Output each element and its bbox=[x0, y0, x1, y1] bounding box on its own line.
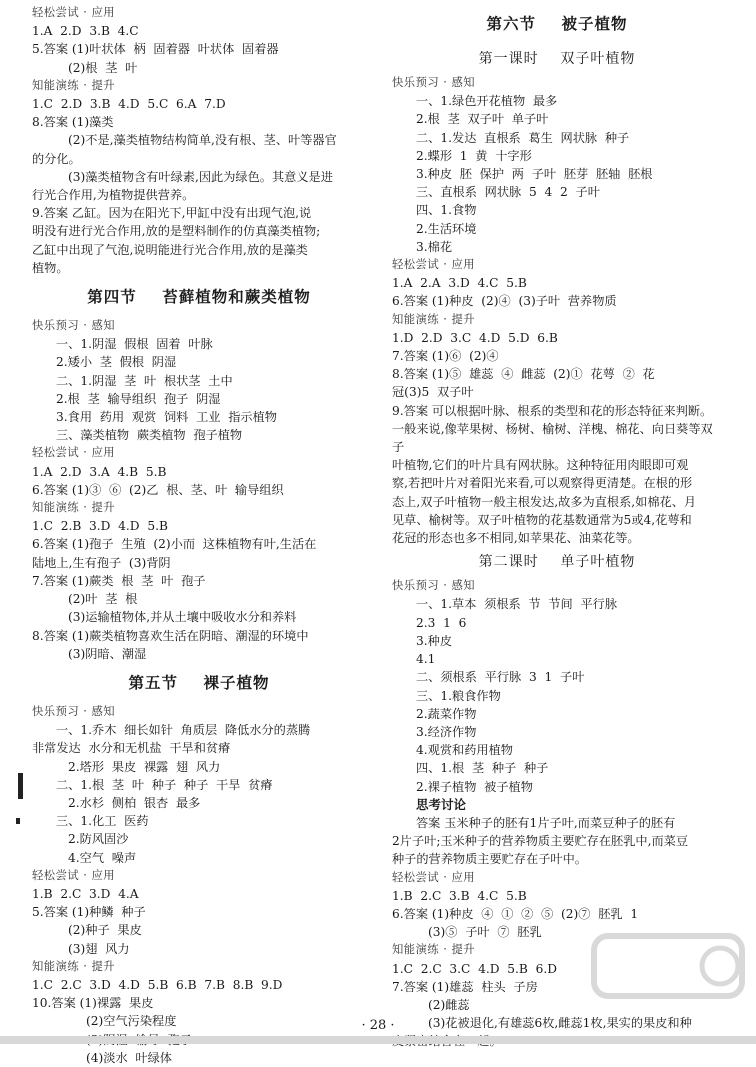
answer-line: 植物。 bbox=[32, 260, 69, 275]
answer-line: 二、1.根 茎 叶 种子 种子 干旱 贫瘠 bbox=[56, 777, 273, 792]
scan-bottom-edge bbox=[0, 1036, 756, 1044]
page-number: · 28 · bbox=[361, 1018, 395, 1033]
answer-line: 二、1.阴湿 茎 叶 根状茎 土中 bbox=[56, 373, 233, 388]
answer-line: 4.1 bbox=[416, 652, 436, 667]
answer-line: 三、藻类植物 蕨类植物 孢子植物 bbox=[56, 428, 243, 443]
subsection-label: 轻松尝试 · 应用 bbox=[32, 868, 116, 882]
answer-line: 一、1.乔木 细长如针 角质层 降低水分的蒸腾 bbox=[56, 723, 311, 738]
answer-line: 4.观赏和药用植物 bbox=[416, 743, 513, 758]
answer-line: 察,若把叶片对着阳光来看,可以观察得更清楚。在根的形 bbox=[392, 476, 693, 491]
answer-line: 6.答案 (1)种皮 ④ ① ② ⑤ (2)⑦ 胚乳 1 bbox=[392, 906, 639, 921]
answer-line: 四、1.根 茎 种子 种子 bbox=[416, 761, 549, 776]
answer-line: 叶植物,它们的叶片具有网状脉。这种特征用肉眼即可观 bbox=[392, 458, 689, 473]
answer-line: 6.答案 (1)孢子 生殖 (2)小而 这株植物有叶,生活在 bbox=[32, 537, 317, 552]
answer-line: (2)空气污染程度 bbox=[86, 1014, 177, 1029]
answer-line: 一、1.阴湿 假根 固着 叶脉 bbox=[56, 337, 213, 352]
answer-line: (3)运输植物体,并从土壤中吸收水分和养料 bbox=[68, 610, 297, 625]
answer-line: 三、1.粮食作物 bbox=[416, 688, 501, 703]
answer-line: 7.答案 (1)雄蕊 柱头 子房 bbox=[392, 979, 538, 994]
answer-line: 明没有进行光合作用,放的是塑料制作的仿真藻类植物; bbox=[32, 224, 321, 239]
answer-line: (3)花被退化,有雄蕊6枚,雌蕊1枚,果实的果皮和种 bbox=[428, 1016, 692, 1031]
answer-line: 1.C 2.B 3.D 4.D 5.B bbox=[32, 519, 168, 534]
answer-line: 1.C 2.C 3.D 4.D 5.B 6.B 7.B 8.B 9.D bbox=[32, 977, 283, 992]
answer-line: 1.C 2.C 3.C 4.D 5.B 6.D bbox=[392, 961, 557, 976]
subsection-label: 知能演练 · 提升 bbox=[392, 312, 476, 326]
answer-line: 行光合作用,为植物提供营养。 bbox=[32, 188, 195, 203]
left-column bbox=[32, 4, 366, 1067]
answer-line: 1.A 2.A 3.D 4.C 5.B bbox=[392, 276, 527, 291]
answer-line: 1.A 2.D 3.A 4.B 5.B bbox=[32, 464, 167, 479]
subsection-label: 快乐预习 · 感知 bbox=[392, 76, 476, 89]
answer-line: 一、1.草本 须根系 节 节间 平行脉 bbox=[416, 597, 618, 612]
watermark-logo bbox=[588, 930, 748, 1040]
answer-line: 2.防风固沙 bbox=[68, 832, 129, 847]
answer-line: 4.空气 噪声 bbox=[68, 850, 137, 865]
answer-line: 三、1.化工 医药 bbox=[56, 814, 149, 829]
answer-line: 2.3 1 6 bbox=[416, 615, 467, 630]
subsection-label: 快乐预习 · 感知 bbox=[32, 704, 116, 718]
answer-line: 见草、榆树等。双子叶植物的花基数通常为5或4,花萼和 bbox=[392, 512, 692, 527]
subsection-label: 知能演练 · 提升 bbox=[32, 501, 116, 515]
subsection-label: 知能演练 · 提升 bbox=[32, 78, 116, 92]
answer-line: 1.B 2.C 3.B 4.C 5.B bbox=[392, 888, 527, 903]
answer-line: 一般来说,像苹果树、杨树、榆树、洋槐、棉花、向日葵等双子 bbox=[392, 421, 713, 455]
section-heading: 第六节 被子植物 bbox=[486, 15, 628, 33]
answer-line: (3)翅 风力 bbox=[68, 941, 130, 956]
answer-line: 1.C 2.D 3.B 4.D 5.C 6.A 7.D bbox=[32, 97, 226, 112]
section-heading: 第四节 苔藓植物和蕨类植物 bbox=[87, 288, 311, 307]
answer-line: 2.蔬菜作物 bbox=[416, 706, 477, 721]
answer-line: 8.答案 (1)蕨类植物喜欢生活在阴暗、潮湿的环境中 bbox=[32, 628, 309, 643]
discussion-heading: 思考讨论 bbox=[416, 796, 467, 812]
answer-line: 3.棉花 bbox=[416, 239, 453, 254]
answer-line: 6.答案 (1)③ ⑥ (2)乙 根、茎、叶 输导组织 bbox=[32, 482, 284, 497]
answer-line: 2.水杉 侧柏 银杏 最多 bbox=[68, 795, 201, 810]
subsection-label: 轻松尝试 · 应用 bbox=[392, 258, 476, 272]
answer-line: 2.裸子植物 被子植物 bbox=[416, 779, 533, 794]
answer-line: 3.经济作物 bbox=[416, 724, 477, 739]
answer-line: 三、直根系 网状脉 5 4 2 子叶 bbox=[416, 185, 600, 200]
lesson-heading: 第一课时 双子叶植物 bbox=[478, 51, 636, 67]
answer-line: 2.矮小 茎 假根 阴湿 bbox=[56, 355, 177, 370]
answer-line: 2.根 茎 双子叶 单子叶 bbox=[416, 112, 549, 127]
answer-line: 1.B 2.C 3.D 4.A bbox=[32, 886, 139, 901]
answer-line: 陆地上,生有孢子 (3)背阴 bbox=[32, 555, 171, 570]
answer-line: 3.种皮 bbox=[416, 633, 453, 648]
answer-line: 9.答案 乙缸。因为在阳光下,甲缸中没有出现气泡,说 bbox=[32, 206, 312, 221]
answer-line: 10.答案 (1)裸露 果皮 bbox=[32, 996, 154, 1011]
answer-line: 花冠的形态也多不相同,如苹果花、油菜花等。 bbox=[392, 531, 640, 546]
lesson-heading: 第二课时 单子叶植物 bbox=[478, 554, 636, 571]
answer-line: (2)种子 果皮 bbox=[68, 923, 142, 938]
subsection-label: 快乐预习 · 感知 bbox=[32, 319, 116, 333]
answer-line: 2.根 茎 输导组织 孢子 阴湿 bbox=[56, 391, 221, 406]
answer-line: 7.答案 (1)⑥ (2)④ bbox=[392, 349, 499, 364]
answer-line: (3)阴暗、潮湿 bbox=[68, 646, 147, 661]
answer-line: (2)雌蕊 bbox=[428, 997, 470, 1012]
answer-line: 答案 玉米种子的胚有1片子叶,而菜豆种子的胚有 bbox=[416, 815, 676, 830]
answer-line: (2)叶 茎 根 bbox=[68, 592, 138, 607]
answer-line: 9.答案 可以根据叶脉、根系的类型和花的形态特征来判断。 bbox=[392, 403, 713, 418]
answer-line: 一、1.绿色开花植物 最多 bbox=[416, 94, 558, 109]
answer-line: (3)⑤ 子叶 ⑦ 胚乳 bbox=[428, 925, 542, 940]
answer-line: 1.D 2.D 3.C 4.D 5.D 6.B bbox=[392, 330, 558, 345]
scan-mark bbox=[16, 818, 20, 824]
answer-line: 态上,双子叶植物一般主根发达,故多为直根系,如棉花、月 bbox=[392, 494, 697, 509]
answer-line: 3.种皮 胚 保护 两 子叶 胚芽 胚轴 胚根 bbox=[416, 167, 653, 182]
subsection-label: 轻松尝试 · 应用 bbox=[32, 446, 116, 460]
subsection-label: 轻松尝试 · 应用 bbox=[32, 6, 116, 19]
answer-line: (2)不是,藻类植物结构简单,没有根、茎、叶等器官 bbox=[68, 133, 337, 148]
answer-line: 二、须根系 平行脉 3 1 子叶 bbox=[416, 670, 585, 685]
subsection-label: 知能演练 · 提升 bbox=[392, 943, 476, 957]
answer-line: 8.答案 (1)藻类 bbox=[32, 115, 114, 130]
answer-line: 5.答案 (1)种鳞 种子 bbox=[32, 905, 146, 920]
answer-line: 二、1.发达 直根系 葛生 网状脉 种子 bbox=[416, 130, 630, 145]
answer-line: 2片子叶;玉米种子的营养物质主要贮存在胚乳中,而菜豆 bbox=[392, 834, 689, 849]
answer-line: 5.答案 (1)叶状体 柄 固着器 叶状体 固着器 bbox=[32, 42, 279, 57]
answer-line: (3)藻类植物含有叶绿素,因此为绿色。其意义是进 bbox=[68, 169, 333, 184]
right-column bbox=[392, 4, 722, 1051]
answer-line: (2)根 茎 叶 bbox=[68, 60, 138, 75]
scan-mark bbox=[18, 773, 23, 799]
subsection-label: 轻松尝试 · 应用 bbox=[392, 870, 476, 884]
answer-line: 2.塔形 果皮 裸露 翅 风力 bbox=[68, 759, 221, 774]
answer-line: 的分化。 bbox=[32, 151, 81, 166]
answer-line: 种子的营养物质主要贮存在子叶中。 bbox=[392, 852, 587, 867]
answer-line: 非常发达 水分和无机盐 干旱和贫瘠 bbox=[32, 741, 231, 756]
answer-line: 3.食用 药用 观赏 饲料 工业 指示植物 bbox=[56, 410, 277, 425]
answer-line: 2.生活环境 bbox=[416, 221, 477, 236]
answer-line: 7.答案 (1)蕨类 根 茎 叶 孢子 bbox=[32, 573, 206, 588]
answer-line: 1.A 2.D 3.B 4.C bbox=[32, 24, 139, 39]
answer-line: 8.答案 (1)⑤ 雄蕊 ④ 雌蕊 (2)① 花萼 ② 花 bbox=[392, 367, 655, 382]
answer-line: 2.蝶形 1 黄 十字形 bbox=[416, 148, 532, 163]
answer-line: 乙缸中出现了气泡,说明能进行光合作用,放的是藻类 bbox=[32, 242, 308, 257]
answer-line: (4)淡水 叶绿体 bbox=[86, 1050, 172, 1065]
answer-line: 6.答案 (1)种皮 (2)④ (3)子叶 营养物质 bbox=[392, 294, 617, 309]
subsection-label: 快乐预习 · 感知 bbox=[392, 579, 476, 593]
answer-line: 四、1.食物 bbox=[416, 203, 477, 218]
answer-line: 冠(3)5 双子叶 bbox=[392, 385, 474, 400]
subsection-label: 知能演练 · 提升 bbox=[32, 959, 116, 973]
section-heading: 第五节 裸子植物 bbox=[128, 673, 270, 692]
